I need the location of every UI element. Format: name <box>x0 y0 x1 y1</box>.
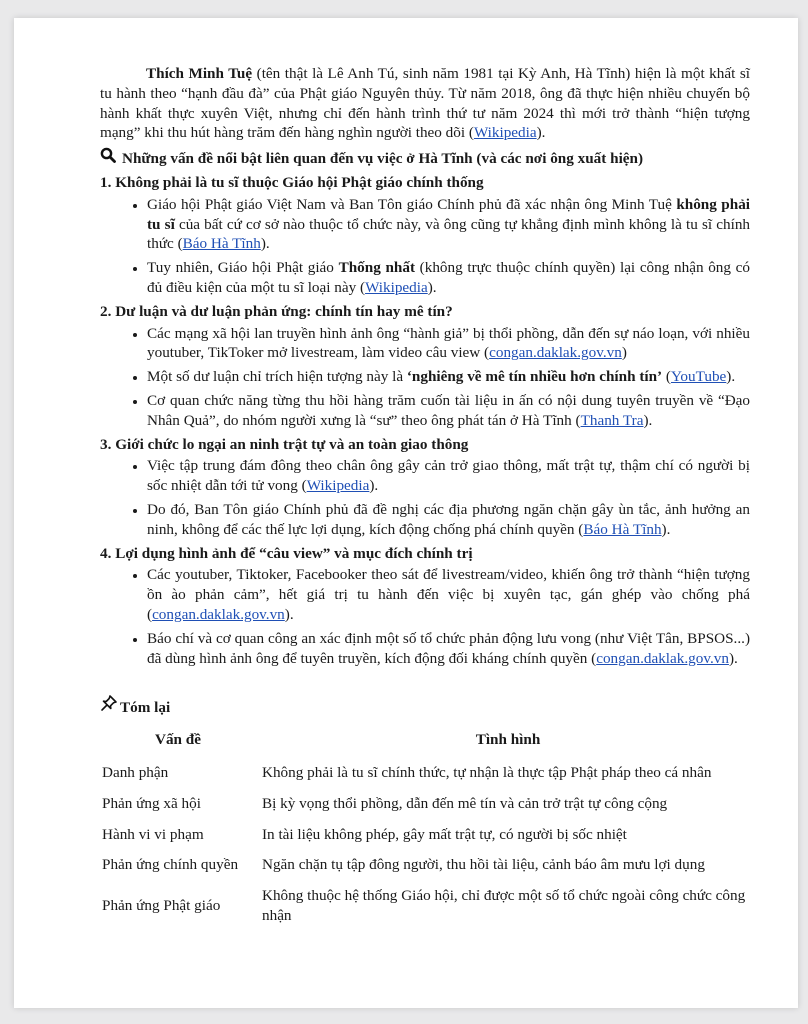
list-item: • Một số dư luận chỉ trích hiện tượng này là ‘nghiêng về mê tín nhiều hơn chính tín’ (YouTube). <box>147 367 750 387</box>
column-header-status: Tình hình <box>475 731 541 749</box>
cell-status: In tài liệu không phép, gây mất trật tự, có người bị sốc nhiệt <box>262 825 627 843</box>
cell-status: Bị kỳ vọng thổi phồng, dẫn đến mê tín và cản trở trật tự công cộng <box>262 794 668 812</box>
list-item: • Do đó, Ban Tôn giáo Chính phủ đã đề nghị các địa phương ngăn chặn gây ùn tắc, ảnh hưởng an ninh, không để các thế lực lợi dụng, kích động chống phá chính quyền (Báo Hà Tĩnh). <box>147 500 750 540</box>
source-link[interactable]: congan.daklak.gov.vn <box>596 649 729 667</box>
table-row <box>98 820 758 851</box>
list-item: • Các mạng xã hội lan truyền hình ảnh ông “hành giả” bị thổi phồng, dẫn đến sự náo loạn, với nhiều youtuber, TikToker mở livestream, làm video câu view (congan.daklak.gov.vn) <box>147 324 750 364</box>
table-row <box>98 789 758 820</box>
list-item: • Giáo hội Phật giáo Việt Nam và Ban Tôn giáo Chính phủ đã xác nhận ông Minh Tuệ không phải tu sĩ của bất cứ cơ sở nào thuộc tổ chức này, và ông cũng tự khẳng định mình không là tu sĩ chính thức (Báo Hà Tĩnh). <box>147 195 750 254</box>
source-link[interactable]: YouTube <box>670 368 727 386</box>
document-page <box>14 18 798 1008</box>
intro-paragraph: Thích Minh Tuệ (tên thật là Lê Anh Tú, sinh năm 1981 tại Kỳ Anh, Hà Tĩnh) hiện là một khất sĩ tu hành theo “hạnh đầu đà” của Phật giáo Nguyên thủy. Từ năm 2018, ông đã thực hiện nhiều chuyến bộ hành khất thực xuyên Việt, nhưng chỉ đến hành trình thứ tư năm 2024 thì mới trở thành “hiện tượng mạng” khi thu hút hàng trăm đến hàng nghìn người theo dõi (Wikipedia). <box>100 65 750 142</box>
table-row <box>98 850 758 881</box>
list-item: • Cơ quan chức năng từng thu hồi hàng trăm cuốn tài liệu in ấn có nội dung tuyên truyền về “Đạo Nhân Quả”, do nhóm người xưng là “sư” theo ông phát tán ở Hà Tĩnh (Thanh Tra). <box>147 391 750 431</box>
source-link[interactable]: Wikipedia <box>306 477 370 495</box>
section-2-list <box>100 324 750 431</box>
list-item: • Việc tập trung đám đông theo chân ông gây cản trở giao thông, mất trật tự, thậm chí có người bị sốc nhiệt dẫn tới tử vong (Wikipedia). <box>147 456 750 496</box>
subject-name: Thích Minh Tuệ <box>146 65 253 82</box>
cell-status: Ngăn chặn tụ tập đông người, thu hồi tài liệu, cảnh báo âm mưu lợi dụng <box>262 856 705 874</box>
section-1-title: 1. Không phải là tu sĩ thuộc Giáo hội Phật giáo chính thống <box>100 173 484 191</box>
source-link[interactable]: Thanh Tra <box>580 411 644 429</box>
table-header-row <box>98 724 758 758</box>
list-item: • Báo chí và cơ quan công an xác định một số tổ chức phản động lưu vong (như Việt Tân, BPSOS...) đã dùng hình ảnh ông để tuyên truyền, kích động đối kháng chính quyền (congan.daklak.gov.vn). <box>147 629 750 669</box>
table-row <box>98 881 758 932</box>
wikipedia-link[interactable]: Wikipedia <box>473 124 537 142</box>
table-row <box>98 758 758 789</box>
list-item: • Các youtuber, Tiktoker, Facebooker theo sát để livestream/video, khiến ông trở thành “hiện tượng ồn ào phản cảm”, hết giá trị tu hành đến việc bị xuyên tạc, gán ghép vào chống phá (congan.daklak.gov.vn). <box>147 565 750 624</box>
magnifier-icon <box>100 147 118 169</box>
section-1-list <box>100 195 750 298</box>
cell-issue: Phản ứng Phật giáo <box>102 896 221 914</box>
section-4-list <box>100 565 750 668</box>
document-content <box>100 64 750 932</box>
cell-issue: Hành vi vi phạm <box>102 825 204 843</box>
summary-table <box>98 724 758 932</box>
source-link[interactable]: Báo Hà Tĩnh <box>182 235 261 253</box>
column-header-issue: Vấn đề <box>155 731 201 749</box>
cell-status: Không phải là tu sĩ chính thức, tự nhận là thực tập Phật pháp theo cá nhân <box>262 763 712 781</box>
source-link[interactable]: congan.daklak.gov.vn <box>152 605 285 623</box>
pushpin-icon <box>100 694 120 718</box>
section-2-title: 2. Dư luận và dư luận phản ứng: chính tín hay mê tín? <box>100 302 453 320</box>
source-link[interactable]: congan.daklak.gov.vn <box>489 344 622 362</box>
cell-issue: Danh phận <box>102 763 169 781</box>
source-link[interactable]: Wikipedia <box>365 278 428 296</box>
section-4-title: 4. Lợi dụng hình ảnh để “câu view” và mục đích chính trị <box>100 544 473 562</box>
summary-title: Tóm lại <box>100 694 750 718</box>
cell-issue: Phản ứng xã hội <box>102 794 201 812</box>
cell-issue: Phản ứng chính quyền <box>102 856 239 874</box>
source-link[interactable]: Báo Hà Tĩnh <box>583 520 662 538</box>
section-3-title: 3. Giới chức lo ngại an ninh trật tự và an toàn giao thông <box>100 435 469 453</box>
section-3-list <box>100 456 750 539</box>
cell-status: Không thuộc hệ thống Giáo hội, chỉ được một số tổ chức ngoài công chức công nhận <box>262 887 746 924</box>
list-item: • Tuy nhiên, Giáo hội Phật giáo Thống nhất (không trực thuộc chính quyền) lại công nhận ông có đủ điều kiện của một tu sĩ loại này (Wikipedia). <box>147 258 750 298</box>
main-heading: Những vấn đề nổi bật liên quan đến vụ việc ở Hà Tĩnh (và các nơi ông xuất hiện) <box>100 147 750 169</box>
